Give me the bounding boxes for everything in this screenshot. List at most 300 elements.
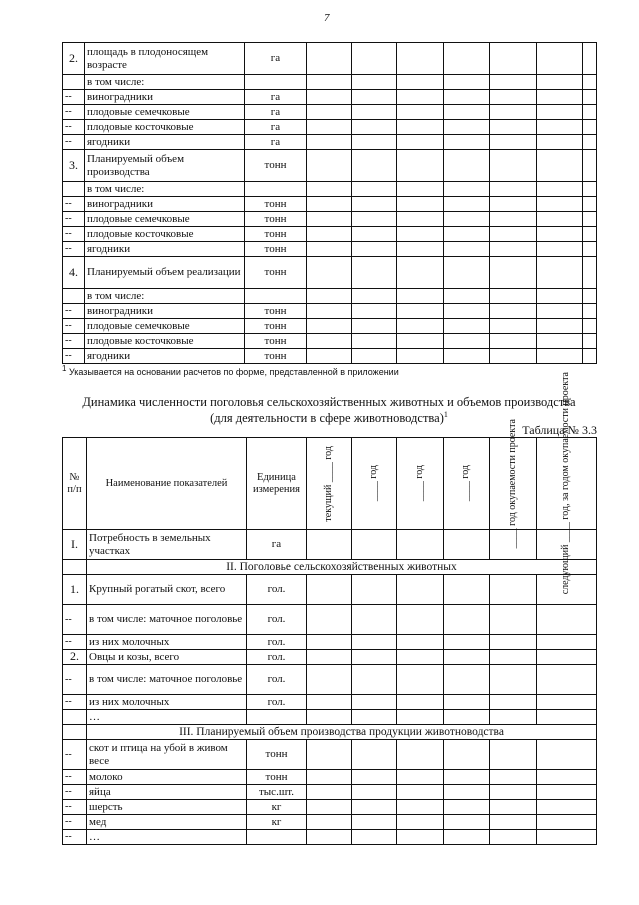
section-title: II. Поголовье сельскохозяйственных животных bbox=[87, 560, 597, 575]
row-number: -- bbox=[63, 695, 87, 710]
value-cell bbox=[352, 575, 397, 605]
row-name: Овцы и козы, всего bbox=[87, 650, 247, 665]
value-cell bbox=[583, 289, 597, 304]
row-name: виноградники bbox=[85, 197, 245, 212]
value-cell bbox=[352, 800, 397, 815]
value-cell bbox=[537, 334, 583, 349]
value-cell bbox=[352, 665, 397, 695]
row-unit: га bbox=[245, 120, 307, 135]
table-row bbox=[63, 334, 597, 349]
value-cell bbox=[352, 650, 397, 665]
value-cell bbox=[490, 334, 537, 349]
row-name: Планируемый объем реализации bbox=[85, 257, 245, 289]
value-cell bbox=[397, 530, 444, 560]
value-cell bbox=[444, 815, 490, 830]
header-year-2-label: ____ год bbox=[367, 465, 379, 502]
value-cell bbox=[444, 75, 490, 90]
value-cell bbox=[490, 90, 537, 105]
value-cell bbox=[307, 197, 352, 212]
table-row bbox=[63, 785, 597, 800]
value-cell bbox=[537, 770, 597, 785]
value-cell bbox=[397, 182, 444, 197]
value-cell bbox=[490, 650, 537, 665]
value-cell bbox=[397, 605, 444, 635]
table-row bbox=[63, 304, 597, 319]
section-blank bbox=[63, 560, 87, 575]
row-unit: тонн bbox=[245, 242, 307, 257]
value-cell bbox=[583, 212, 597, 227]
row-number bbox=[63, 710, 87, 725]
value-cell bbox=[307, 105, 352, 120]
value-cell bbox=[444, 530, 490, 560]
header-year-2 bbox=[352, 438, 397, 530]
value-cell bbox=[397, 289, 444, 304]
value-cell bbox=[352, 695, 397, 710]
row-number: -- bbox=[63, 334, 85, 349]
row-unit: тонн bbox=[245, 319, 307, 334]
row-name: ягодники bbox=[85, 135, 245, 150]
value-cell bbox=[490, 182, 537, 197]
value-cell bbox=[397, 710, 444, 725]
table-row bbox=[63, 575, 597, 605]
value-cell bbox=[397, 135, 444, 150]
row-name: плодовые семечковые bbox=[85, 319, 245, 334]
value-cell bbox=[352, 605, 397, 635]
value-cell bbox=[444, 710, 490, 725]
value-cell bbox=[537, 120, 583, 135]
value-cell bbox=[583, 43, 597, 75]
value-cell bbox=[352, 710, 397, 725]
value-cell bbox=[397, 740, 444, 770]
row-number: 3. bbox=[63, 150, 85, 182]
value-cell bbox=[444, 635, 490, 650]
value-cell bbox=[444, 289, 490, 304]
value-cell bbox=[307, 319, 352, 334]
row-name: скот и птица на убой в живом весе bbox=[87, 740, 247, 770]
row-number: -- bbox=[63, 197, 85, 212]
value-cell bbox=[397, 575, 444, 605]
value-cell bbox=[397, 90, 444, 105]
value-cell bbox=[537, 43, 583, 75]
table-row bbox=[63, 120, 597, 135]
value-cell bbox=[444, 770, 490, 785]
value-cell bbox=[397, 800, 444, 815]
row-unit: гол. bbox=[247, 650, 307, 665]
row-unit bbox=[245, 289, 307, 304]
header-year-next-label: следующий ____ год, за годом окупаемости проекта bbox=[560, 372, 572, 595]
value-cell bbox=[307, 212, 352, 227]
value-cell bbox=[490, 665, 537, 695]
value-cell bbox=[444, 135, 490, 150]
table-row bbox=[63, 75, 597, 90]
value-cell bbox=[307, 227, 352, 242]
value-cell bbox=[397, 304, 444, 319]
value-cell bbox=[397, 150, 444, 182]
value-cell bbox=[352, 105, 397, 120]
header-num: № п/п bbox=[63, 438, 87, 530]
row-name: из них молочных bbox=[87, 635, 247, 650]
section-title: III. Планируемый объем производства продукции животноводства bbox=[87, 725, 597, 740]
value-cell bbox=[583, 135, 597, 150]
header-year-1-label: текущий ____ год bbox=[322, 445, 334, 522]
value-cell bbox=[490, 830, 537, 845]
value-cell bbox=[307, 289, 352, 304]
value-cell bbox=[352, 182, 397, 197]
page-number: 7 bbox=[324, 12, 330, 24]
row-unit bbox=[245, 182, 307, 197]
value-cell bbox=[397, 695, 444, 710]
row-unit: тонн bbox=[247, 740, 307, 770]
value-cell bbox=[444, 182, 490, 197]
value-cell bbox=[444, 740, 490, 770]
value-cell bbox=[537, 150, 583, 182]
value-cell bbox=[490, 605, 537, 635]
header-year-3-label: ____ год bbox=[413, 465, 425, 502]
row-number: 1. bbox=[63, 575, 87, 605]
row-name: виноградники bbox=[85, 304, 245, 319]
table-row bbox=[63, 605, 597, 635]
table-row bbox=[63, 242, 597, 257]
value-cell bbox=[490, 120, 537, 135]
value-cell bbox=[490, 695, 537, 710]
value-cell bbox=[537, 197, 583, 212]
value-cell bbox=[397, 770, 444, 785]
table-row bbox=[63, 635, 597, 650]
row-unit: тонн bbox=[245, 304, 307, 319]
header-year-4 bbox=[444, 438, 490, 530]
crops-table bbox=[62, 42, 597, 364]
value-cell bbox=[307, 830, 352, 845]
value-cell bbox=[307, 605, 352, 635]
row-name: молоко bbox=[87, 770, 247, 785]
row-number: -- bbox=[63, 212, 85, 227]
row-unit: тонн bbox=[245, 227, 307, 242]
row-name: Потребность в земельных участках bbox=[87, 530, 247, 560]
value-cell bbox=[397, 830, 444, 845]
row-unit: тонн bbox=[245, 150, 307, 182]
value-cell bbox=[397, 43, 444, 75]
table-row bbox=[63, 150, 597, 182]
value-cell bbox=[583, 75, 597, 90]
value-cell bbox=[537, 650, 597, 665]
value-cell bbox=[352, 90, 397, 105]
value-cell bbox=[444, 334, 490, 349]
row-name: в том числе: bbox=[85, 75, 245, 90]
row-number bbox=[63, 289, 85, 304]
value-cell bbox=[352, 815, 397, 830]
value-cell bbox=[352, 75, 397, 90]
value-cell bbox=[537, 695, 597, 710]
value-cell bbox=[444, 212, 490, 227]
value-cell bbox=[307, 242, 352, 257]
row-number: -- bbox=[63, 830, 87, 845]
row-name: в том числе: маточное поголовье bbox=[87, 665, 247, 695]
value-cell bbox=[307, 349, 352, 364]
value-cell bbox=[537, 227, 583, 242]
value-cell bbox=[583, 197, 597, 212]
value-cell bbox=[352, 120, 397, 135]
value-cell bbox=[490, 575, 537, 605]
row-name: из них молочных bbox=[87, 695, 247, 710]
footnote-mark: 1 bbox=[62, 364, 67, 373]
value-cell bbox=[490, 800, 537, 815]
value-cell bbox=[583, 304, 597, 319]
value-cell bbox=[397, 197, 444, 212]
table-row bbox=[63, 289, 597, 304]
row-unit: кг bbox=[247, 815, 307, 830]
value-cell bbox=[307, 90, 352, 105]
value-cell bbox=[307, 135, 352, 150]
value-cell bbox=[444, 650, 490, 665]
table-row bbox=[63, 770, 597, 785]
row-name: … bbox=[87, 710, 247, 725]
value-cell bbox=[352, 830, 397, 845]
row-number: -- bbox=[63, 105, 85, 120]
value-cell bbox=[490, 135, 537, 150]
table-row bbox=[63, 695, 597, 710]
value-cell bbox=[583, 257, 597, 289]
value-cell bbox=[397, 257, 444, 289]
row-unit: тонн bbox=[247, 770, 307, 785]
value-cell bbox=[307, 257, 352, 289]
footnote bbox=[62, 364, 399, 377]
row-name: шерсть bbox=[87, 800, 247, 815]
value-cell bbox=[352, 530, 397, 560]
table-row bbox=[63, 319, 597, 334]
row-number: 2. bbox=[63, 650, 87, 665]
value-cell bbox=[490, 635, 537, 650]
value-cell bbox=[490, 304, 537, 319]
row-number: -- bbox=[63, 635, 87, 650]
value-cell bbox=[397, 227, 444, 242]
value-cell bbox=[444, 150, 490, 182]
value-cell bbox=[307, 815, 352, 830]
value-cell bbox=[444, 800, 490, 815]
value-cell bbox=[352, 740, 397, 770]
row-number: -- bbox=[63, 815, 87, 830]
value-cell bbox=[444, 830, 490, 845]
value-cell bbox=[352, 242, 397, 257]
value-cell bbox=[352, 212, 397, 227]
value-cell bbox=[307, 304, 352, 319]
value-cell bbox=[352, 150, 397, 182]
subheading-text: (для деятельности в сфере животноводства) bbox=[210, 411, 444, 426]
value-cell bbox=[583, 319, 597, 334]
table-row bbox=[63, 800, 597, 815]
value-cell bbox=[537, 135, 583, 150]
value-cell bbox=[537, 182, 583, 197]
row-number: -- bbox=[63, 135, 85, 150]
footnote-text: Указывается на основании расчетов по форме, представленной в приложении bbox=[66, 367, 399, 377]
row-number: -- bbox=[63, 349, 85, 364]
value-cell bbox=[397, 242, 444, 257]
row-name: в том числе: маточное поголовье bbox=[87, 605, 247, 635]
value-cell bbox=[490, 227, 537, 242]
value-cell bbox=[397, 349, 444, 364]
value-cell bbox=[352, 43, 397, 75]
value-cell bbox=[444, 304, 490, 319]
value-cell bbox=[444, 105, 490, 120]
row-unit: га bbox=[245, 90, 307, 105]
value-cell bbox=[444, 349, 490, 364]
value-cell bbox=[444, 785, 490, 800]
table-row bbox=[63, 830, 597, 845]
value-cell bbox=[307, 650, 352, 665]
row-name: яйца bbox=[87, 785, 247, 800]
row-unit bbox=[247, 710, 307, 725]
value-cell bbox=[537, 349, 583, 364]
table-row bbox=[63, 227, 597, 242]
section-row bbox=[63, 725, 597, 740]
row-number bbox=[63, 182, 85, 197]
value-cell bbox=[307, 150, 352, 182]
value-cell bbox=[490, 105, 537, 120]
value-cell bbox=[352, 334, 397, 349]
value-cell bbox=[444, 605, 490, 635]
table-row bbox=[63, 182, 597, 197]
row-unit: гол. bbox=[247, 575, 307, 605]
value-cell bbox=[307, 530, 352, 560]
table-row bbox=[63, 815, 597, 830]
row-number: -- bbox=[63, 785, 87, 800]
value-cell bbox=[537, 815, 597, 830]
value-cell bbox=[537, 257, 583, 289]
value-cell bbox=[397, 75, 444, 90]
value-cell bbox=[307, 665, 352, 695]
value-cell bbox=[397, 635, 444, 650]
value-cell bbox=[583, 242, 597, 257]
value-cell bbox=[307, 635, 352, 650]
value-cell bbox=[352, 197, 397, 212]
value-cell bbox=[490, 212, 537, 227]
table-row bbox=[63, 257, 597, 289]
row-unit: гол. bbox=[247, 695, 307, 710]
value-cell bbox=[537, 830, 597, 845]
value-cell bbox=[490, 815, 537, 830]
header-row bbox=[63, 438, 597, 530]
value-cell bbox=[444, 43, 490, 75]
value-cell bbox=[490, 197, 537, 212]
section-heading: Динамика численности поголовья сельскохозяйственных животных и объемов производства bbox=[82, 395, 576, 409]
row-name: в том числе: bbox=[85, 289, 245, 304]
section-blank bbox=[63, 725, 87, 740]
value-cell bbox=[307, 575, 352, 605]
value-cell bbox=[444, 197, 490, 212]
value-cell bbox=[397, 650, 444, 665]
value-cell bbox=[352, 635, 397, 650]
value-cell bbox=[307, 334, 352, 349]
row-unit: кг bbox=[247, 800, 307, 815]
value-cell bbox=[537, 605, 597, 635]
table-row bbox=[63, 43, 597, 75]
value-cell bbox=[583, 349, 597, 364]
row-name: плодовые косточковые bbox=[85, 120, 245, 135]
value-cell bbox=[307, 800, 352, 815]
value-cell bbox=[352, 289, 397, 304]
value-cell bbox=[583, 334, 597, 349]
value-cell bbox=[444, 695, 490, 710]
row-unit: тонн bbox=[245, 257, 307, 289]
value-cell bbox=[490, 289, 537, 304]
row-unit: гол. bbox=[247, 665, 307, 695]
value-cell bbox=[583, 105, 597, 120]
value-cell bbox=[397, 815, 444, 830]
header-unit: Единица измерения bbox=[247, 438, 307, 530]
header-year-3 bbox=[397, 438, 444, 530]
value-cell bbox=[307, 710, 352, 725]
value-cell bbox=[307, 75, 352, 90]
row-unit: га bbox=[245, 135, 307, 150]
row-unit: га bbox=[245, 105, 307, 120]
value-cell bbox=[444, 665, 490, 695]
row-number: I. bbox=[63, 530, 87, 560]
row-number: -- bbox=[63, 800, 87, 815]
row-number: -- bbox=[63, 304, 85, 319]
value-cell bbox=[397, 212, 444, 227]
value-cell bbox=[352, 135, 397, 150]
row-name: в том числе: bbox=[85, 182, 245, 197]
value-cell bbox=[307, 120, 352, 135]
value-cell bbox=[490, 349, 537, 364]
row-unit: га bbox=[245, 43, 307, 75]
table-row bbox=[63, 710, 597, 725]
row-number: -- bbox=[63, 740, 87, 770]
value-cell bbox=[537, 800, 597, 815]
value-cell bbox=[537, 710, 597, 725]
value-cell bbox=[444, 227, 490, 242]
section-row bbox=[63, 560, 597, 575]
value-cell bbox=[537, 665, 597, 695]
value-cell bbox=[537, 75, 583, 90]
row-name: Планируемый объем производства bbox=[85, 150, 245, 182]
value-cell bbox=[444, 242, 490, 257]
header-name: Наименование показателей bbox=[87, 438, 247, 530]
row-name: Крупный рогатый скот, всего bbox=[87, 575, 247, 605]
row-name: плодовые косточковые bbox=[85, 334, 245, 349]
value-cell bbox=[444, 319, 490, 334]
row-name: мед bbox=[87, 815, 247, 830]
value-cell bbox=[490, 710, 537, 725]
row-number: -- bbox=[63, 319, 85, 334]
row-unit: тонн bbox=[245, 197, 307, 212]
row-unit: тонн bbox=[245, 334, 307, 349]
table-row bbox=[63, 650, 597, 665]
value-cell bbox=[490, 43, 537, 75]
value-cell bbox=[583, 120, 597, 135]
row-name: плодовые косточковые bbox=[85, 227, 245, 242]
value-cell bbox=[490, 740, 537, 770]
value-cell bbox=[397, 334, 444, 349]
row-unit bbox=[247, 830, 307, 845]
row-number: -- bbox=[63, 242, 85, 257]
value-cell bbox=[537, 105, 583, 120]
row-number: 4. bbox=[63, 257, 85, 289]
value-cell bbox=[583, 227, 597, 242]
value-cell bbox=[537, 289, 583, 304]
value-cell bbox=[537, 635, 597, 650]
row-number bbox=[63, 75, 85, 90]
row-unit: га bbox=[247, 530, 307, 560]
header-year-payback-label: ____ год окупаемости проекта bbox=[506, 418, 518, 549]
table-row bbox=[63, 349, 597, 364]
row-number: 2. bbox=[63, 43, 85, 75]
row-name: плодовые семечковые bbox=[85, 212, 245, 227]
value-cell bbox=[397, 105, 444, 120]
table-row bbox=[63, 665, 597, 695]
row-name: плодовые семечковые bbox=[85, 105, 245, 120]
value-cell bbox=[583, 90, 597, 105]
value-cell bbox=[490, 257, 537, 289]
